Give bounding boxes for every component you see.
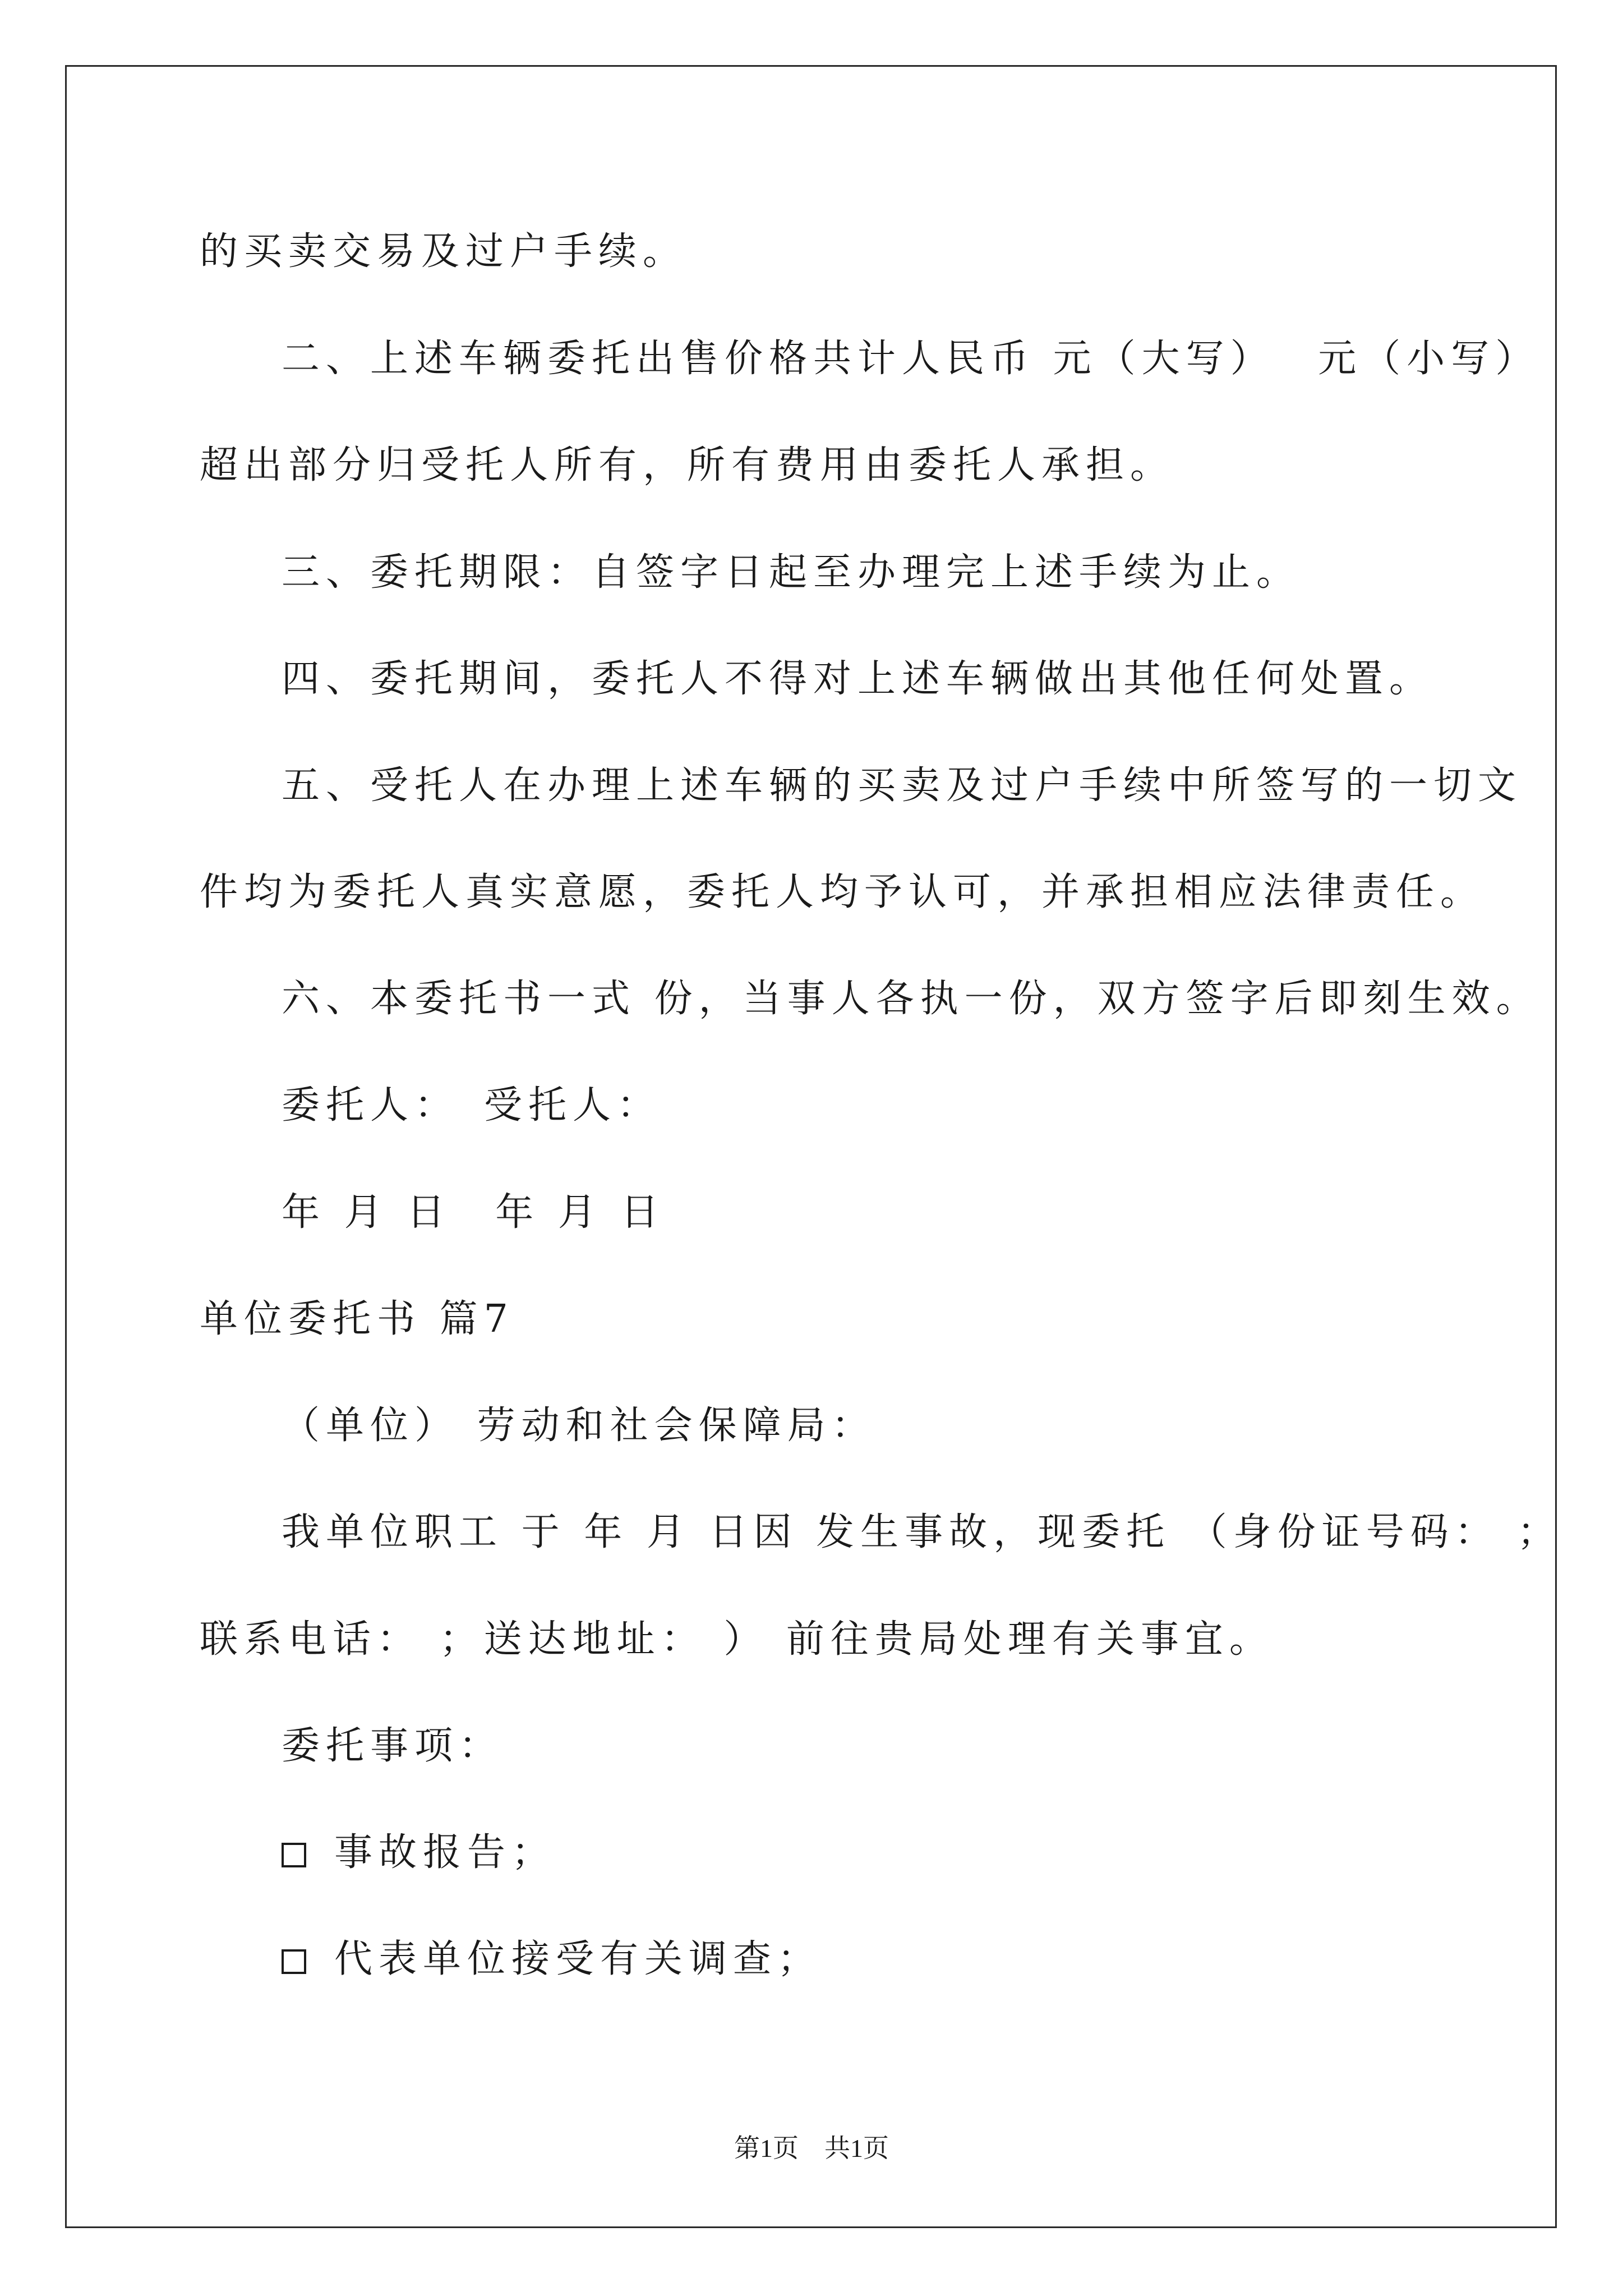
checklist-item [282,1830,556,1875]
checkbox-icon [282,1949,306,1974]
signature-labels: 委托人： 受托人： [282,1083,662,1128]
paragraph-line: 联系电话： ；送达地址： ） 前往贵局处理有关事宜。 [200,1617,1274,1662]
paragraph-line: 的买卖交易及过户手续。 [200,229,688,274]
paragraph-line: 超出部分归受托人所有，所有费用由委托人承担。 [200,443,1175,487]
checklist-item [282,1937,822,1981]
page-border [65,65,1557,2228]
section-heading: 单位委托书 篇7 [200,1297,514,1341]
paragraph-line: 二、上述车辆委托出售价格共计人民币 元（大写） 元（小写） [282,337,1540,381]
page-footer: 第1页 共1页 [734,2134,889,2162]
paragraph-line: 我单位职工 于 年 月 日因 发生事故，现委托 （身份证号码： ； [282,1510,1562,1554]
paragraph-line: 委托事项： [282,1724,504,1768]
paragraph-line: 四、委托期间，委托人不得对上述车辆做出其他任何处置。 [282,657,1434,701]
date-labels: 年 月 日 年 月 日 [282,1190,665,1235]
checkbox-icon [282,1843,306,1867]
paragraph-line: 六、本委托书一式 份，当事人各执一份，双方签字后即刻生效。 [282,977,1541,1021]
paragraph-line: 三、委托期限：自签字日起至办理完上述手续为止。 [282,550,1301,595]
addressee-line: （单位） 劳动和社会保障局： [282,1404,876,1448]
checklist-item-label: 代表单位接受有关调查； [334,1937,822,1981]
paragraph-line: 五、受托人在办理上述车辆的买卖及过户手续中所签写的一切文 [282,763,1523,808]
checklist-item-label: 事故报告； [334,1830,556,1875]
paragraph-line: 件均为委托人真实意愿，委托人均予认可，并承担相应法律责任。 [200,870,1485,914]
